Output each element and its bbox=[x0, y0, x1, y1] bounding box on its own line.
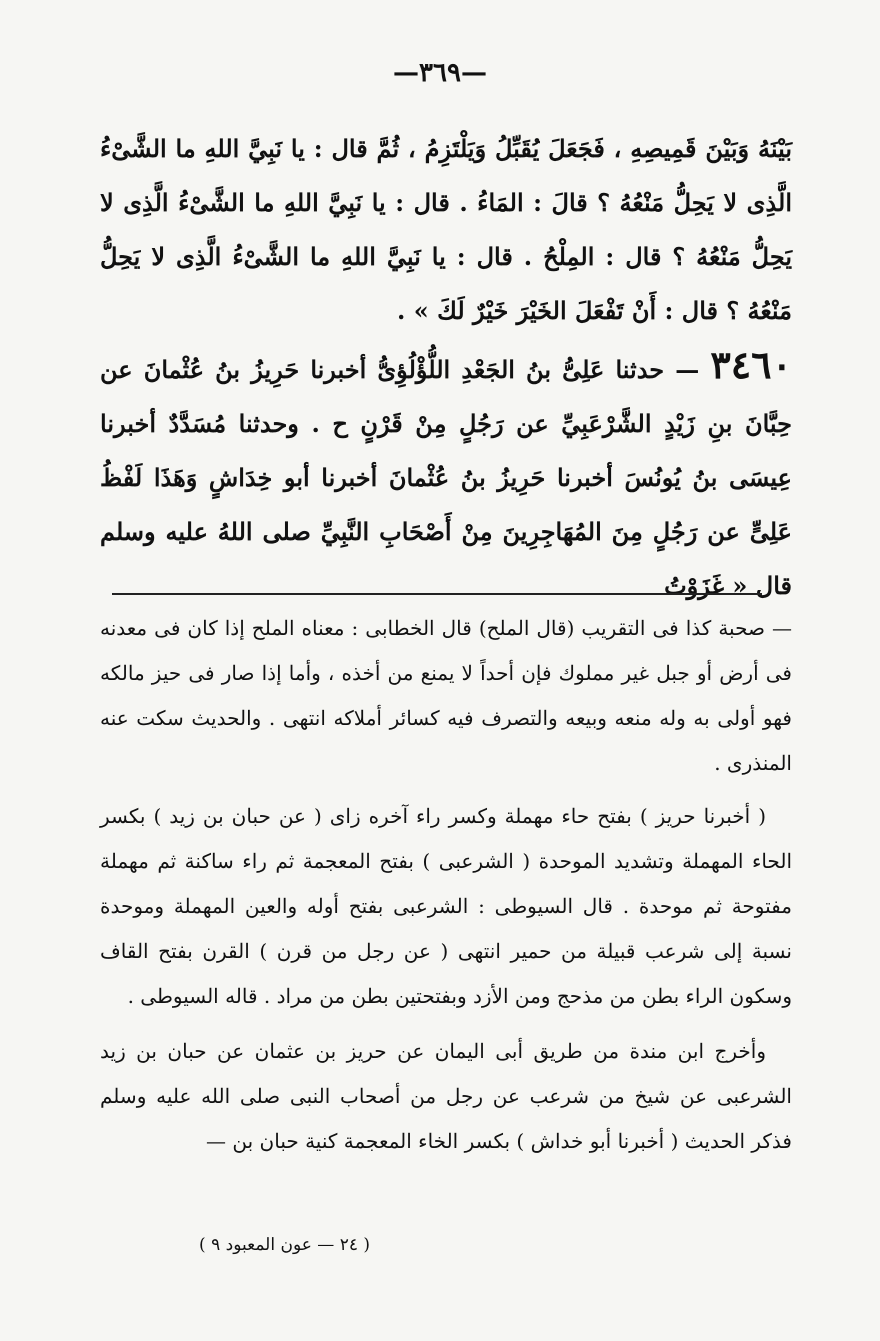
commentary-note: — صحبة كذا فى التقريب (قال الملح) قال الخطابى : معناه الملح إذا كان فى معدنه فى أرض أو جبل غير مملوك فإن أحداً لا يمنع من أخذه ، وأما إذا صار فى حيز مالكه فهو أولى به وله منعه وبيعه والتصرف فيه كسائر أملاكه انتهى . والحديث سكت عنه المنذرى . bbox=[100, 616, 792, 775]
page-number: —٣٦٩— bbox=[393, 58, 487, 88]
hadith-number: ٣٤٦٠ bbox=[710, 342, 792, 387]
signature-mark: ( ٢٤ — عون المعبود ٩ ) bbox=[199, 1235, 370, 1255]
commentary-note: ( أخبرنا حريز ) بفتح حاء مهملة وكسر راء آخره زاى ( عن حبان بن زيد ) بكسر الحاء المهملة وتشديد الموحدة ( الشرعبى ) بفتح المعجمة ثم راء ساكنة ثم مهملة مفتوحة ثم موحدة . قال السيوطى : الشرعبى بفتح أوله والعين المهملة وموحدة نسبة إلى شرعب قبيلة من حمير انتهى ( عن رجل من قرن ) القرن بفتح القاف وسكون الراء بطن من مذحج ومن الأزد وبفتحتين بطن من مراد . قاله السيوطى . bbox=[100, 804, 792, 1008]
commentary-note: وأخرج ابن مندة من طريق أبى اليمان عن حريز بن عثمان عن حبان بن زيد الشرعبى عن شيخ من شرعب عن رجل من أصحاب النبى صلى الله عليه وسلم فذكر الحديث ( أخبرنا أبو خداش ) بكسر الخاء المعجمة كنية حبان بن — bbox=[100, 1039, 792, 1153]
hadith-text bbox=[100, 122, 792, 613]
hadith-paragraph bbox=[100, 338, 792, 613]
hadith-continuation-paragraph: بَيْنَهُ وَبَيْنَ قَمِيصِهِ ، فَجَعَلَ يُقَبِّلُ وَيَلْتَزِمُ ، ثُمَّ قال : يا نَبِيَّ اللهِ ما الشَّىْءُ الَّذِى لا يَحِلُّ مَنْعُهُ ؟ قالَ : المَاءُ . قال : يا نَبِيَّ اللهِ ما الشَّىْءُ الَّذِى لا يَحِلُّ مَنْعُهُ ؟ قال : المِلْحُ . قال : يا نَبِيَّ اللهِ ما الشَّىْءُ الَّذِى لا يَحِلُّ مَنْعُهُ ؟ قال : أَنْ تَفْعَلَ الخَيْرَ خَيْرٌ لَكَ » . bbox=[100, 134, 792, 325]
footnote-divider bbox=[112, 593, 762, 595]
hadith-isnad-text: — حدثنا عَلِىُّ بنُ الجَعْدِ اللُّؤْلُؤِىُّ أخبرنا حَرِيزُ بنُ عُثْمانَ عن حِبَّانَ بنِ زَيْدٍ الشَّرْعَبِيِّ عن رَجُلٍ مِنْ قَرْنٍ ح . وحدثنا مُسَدَّدٌ أخبرنا عِيسَى بنُ يُونُسَ أخبرنا حَرِيزُ بنُ عُثْمانَ أخبرنا أبو خِدَاشٍ وَهَذَا لَفْظُ عَلِىٍّ عن رَجُلٍ مِنَ المُهَاجِرِينَ مِنْ أَصْحَابِ النَّبِيِّ صلى اللهُ عليه وسلم قال « غَزَوْتُ bbox=[100, 355, 792, 600]
commentary-notes bbox=[100, 606, 792, 1174]
